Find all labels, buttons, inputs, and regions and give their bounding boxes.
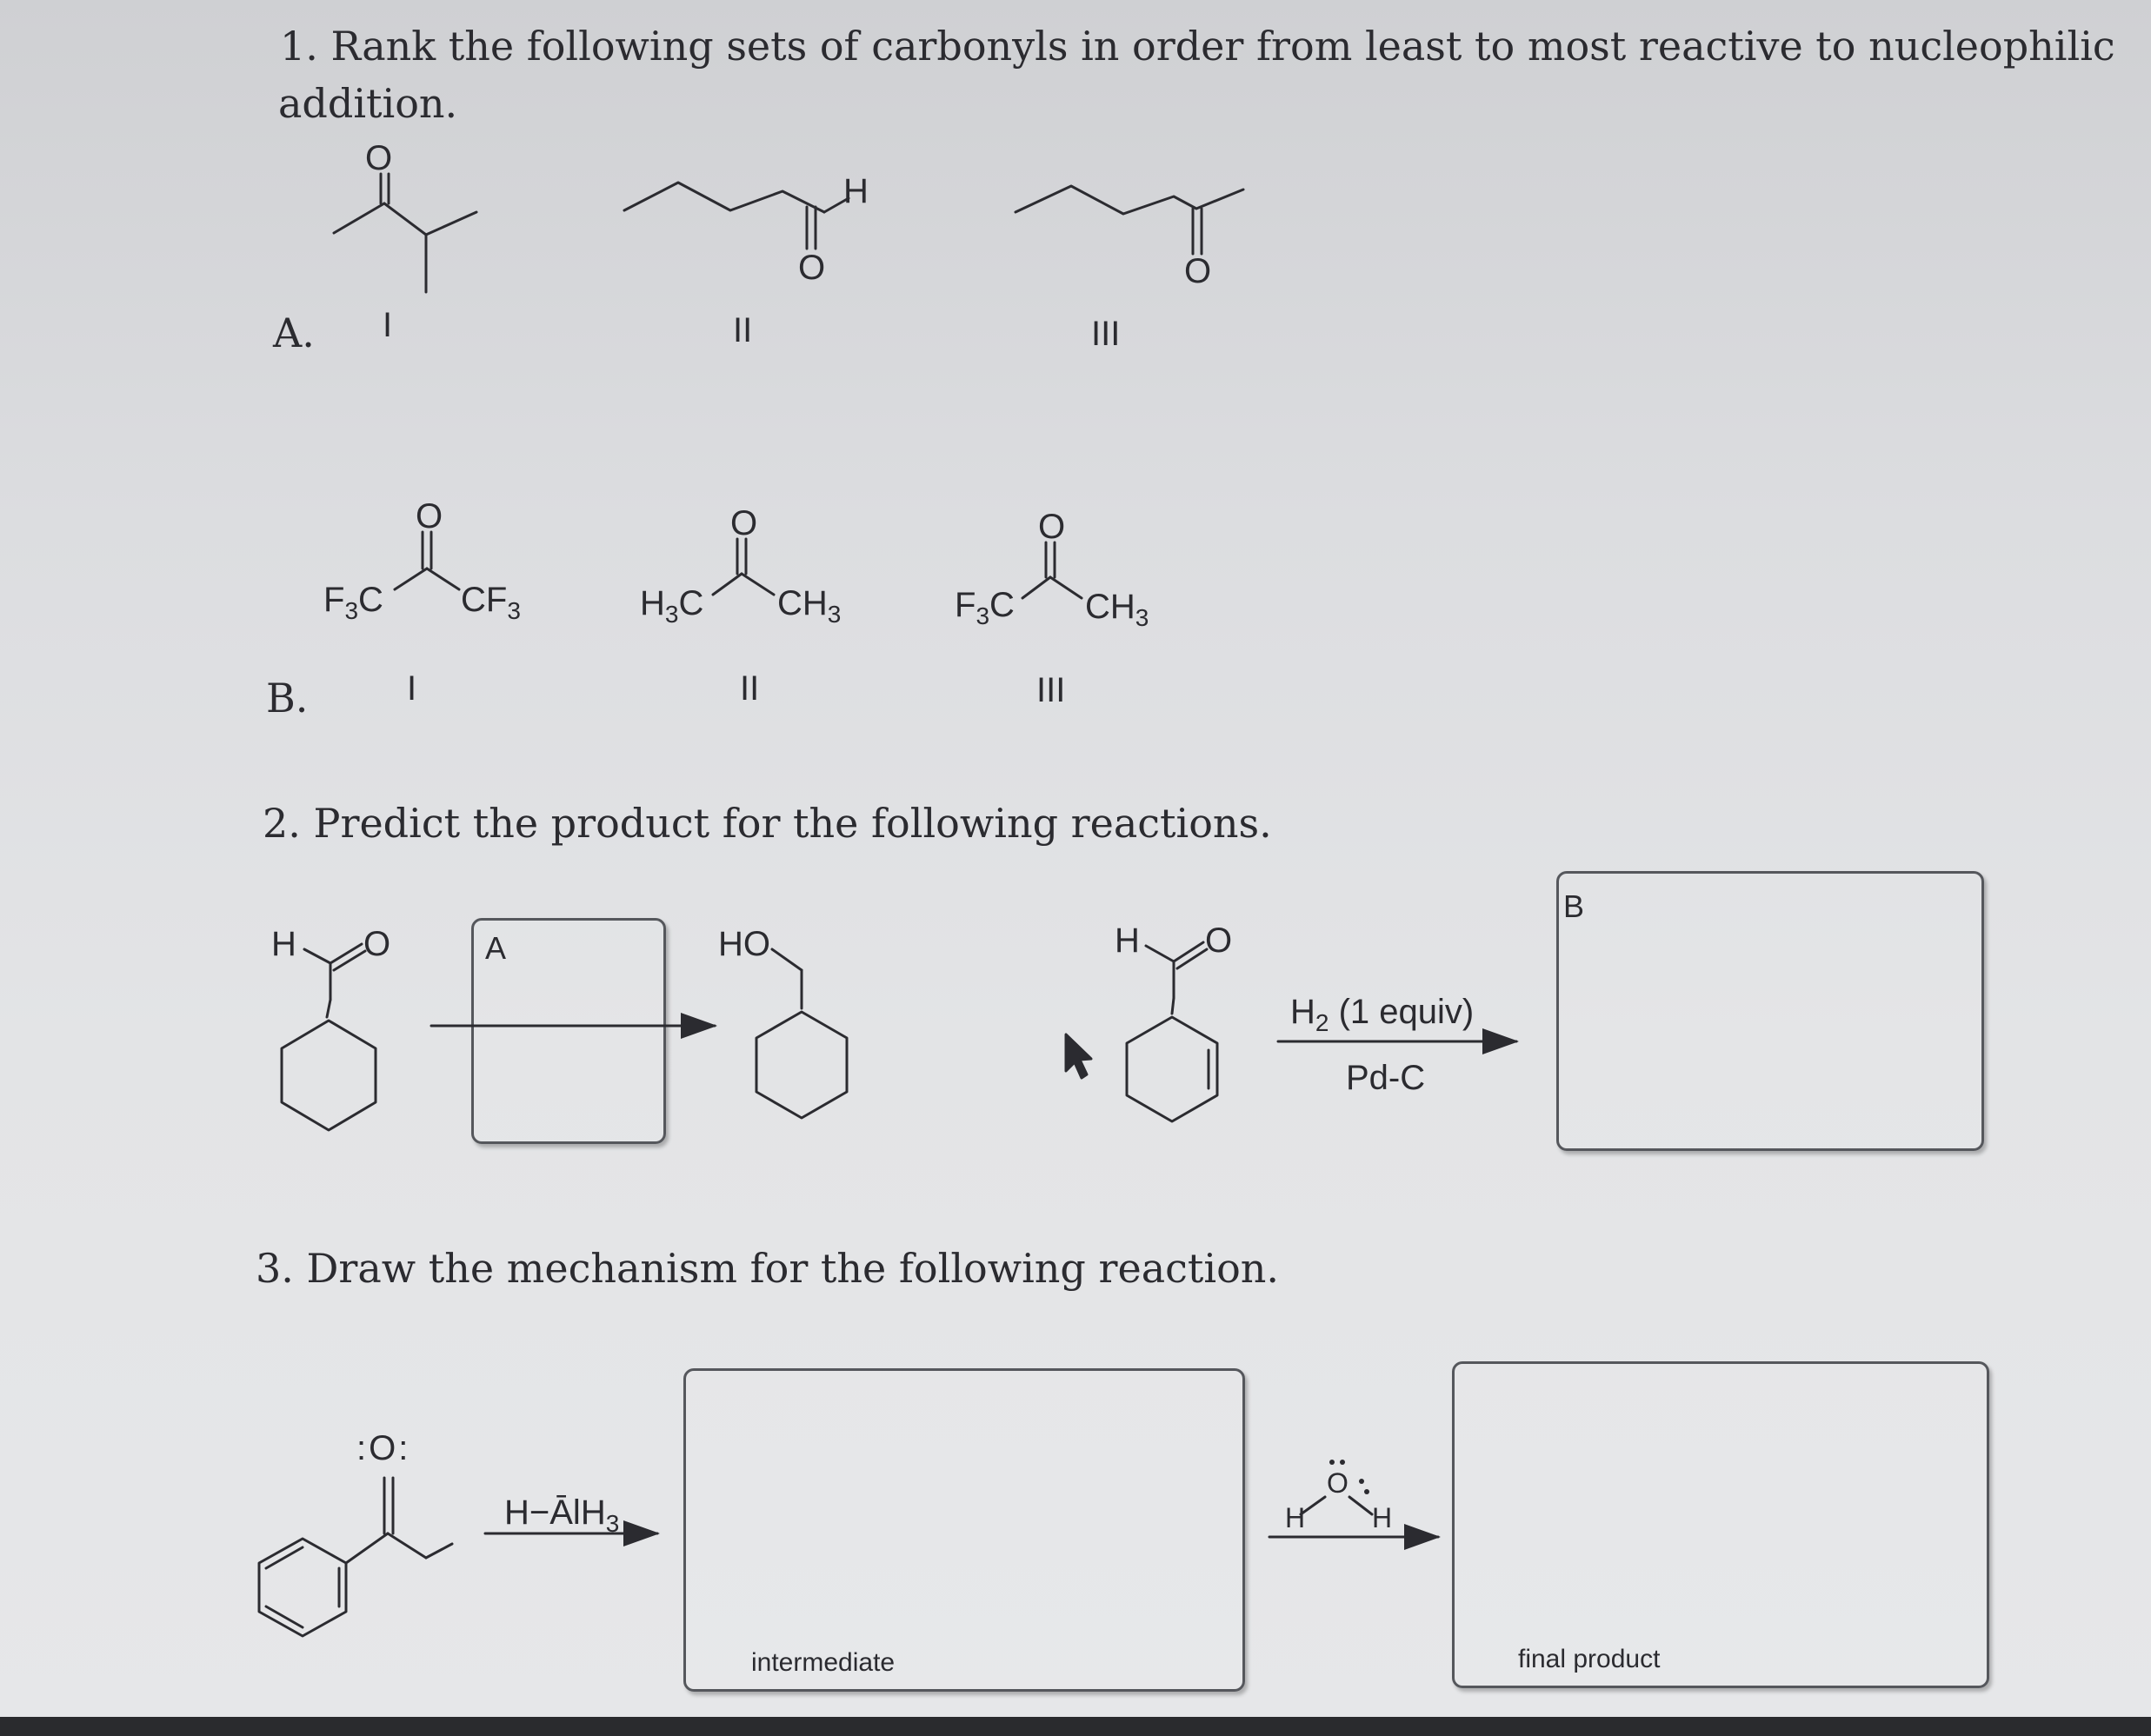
reagent-hydrogen: $H_2$ (1 equiv) bbox=[1290, 993, 1475, 1036]
set-a-label: A. bbox=[273, 309, 315, 356]
set-b-i-left-group: $F_3C$ bbox=[323, 581, 383, 624]
set-b-numeral-2: II bbox=[740, 669, 760, 708]
set-a-iii-structure bbox=[1016, 186, 1243, 254]
reagent-catalyst: Pd-C bbox=[1346, 1059, 1426, 1097]
set-a-i-structure bbox=[334, 174, 476, 292]
set-b-numeral-3: III bbox=[1036, 671, 1066, 709]
set-b-ii-left-group: $H_3C$ bbox=[640, 584, 704, 628]
set-b-i-right-group: $CF_3$ bbox=[461, 581, 521, 624]
set-a-i-oxygen: O bbox=[365, 139, 393, 177]
set-b-i-oxygen: O bbox=[416, 497, 443, 535]
mouse-cursor bbox=[1066, 1034, 1091, 1078]
set-b-numeral-1: I bbox=[407, 669, 417, 708]
set-b-iii-oxygen: O bbox=[1038, 508, 1066, 546]
q2-aldehyde-1-structure bbox=[282, 944, 376, 1130]
q2-aldehyde-2-hydrogen: H bbox=[1115, 921, 1140, 960]
set-a-ii-hydrogen: H bbox=[843, 172, 869, 210]
question-1-text-line2: addition. bbox=[278, 80, 458, 127]
final-product-label: final product bbox=[1518, 1645, 1661, 1673]
q3-ketone-structure bbox=[259, 1478, 452, 1636]
q2-aldehyde-2-structure bbox=[1127, 942, 1217, 1121]
water-hydrogen-right: H bbox=[1372, 1502, 1393, 1533]
q2-aldehyde-1-oxygen: O bbox=[363, 925, 391, 963]
q2-alcohol-ho: HO bbox=[718, 925, 770, 963]
water-bond-left bbox=[1301, 1497, 1325, 1514]
water-lone-pairs bbox=[1329, 1460, 1369, 1494]
set-a-numeral-2: II bbox=[733, 311, 753, 349]
water-hydrogen-left: H bbox=[1285, 1502, 1306, 1533]
q3-carbonyl-oxygen: :O: bbox=[356, 1429, 411, 1467]
set-b-ii-right-group: $CH_3$ bbox=[777, 584, 842, 628]
set-a-ii-oxygen: O bbox=[798, 249, 826, 287]
q2-aldehyde-2-oxygen: O bbox=[1205, 921, 1233, 960]
set-a-numeral-3: III bbox=[1091, 315, 1121, 353]
set-b-i-structure bbox=[395, 532, 459, 589]
set-a-iii-oxygen: O bbox=[1184, 252, 1212, 290]
q2-alcohol-structure bbox=[756, 949, 847, 1118]
answer-box-a-label: A bbox=[485, 930, 507, 966]
set-b-ii-oxygen: O bbox=[730, 504, 758, 542]
question-1-text: 1. Rank the following sets of carbonyls in order from least to most reactive to nucleophilic bbox=[280, 23, 2115, 70]
screen-bottom-edge bbox=[0, 1717, 2151, 1736]
set-b-iii-left-group: $F_3C$ bbox=[955, 586, 1015, 629]
set-b-iii-right-group: $CH_3$ bbox=[1085, 588, 1149, 631]
set-b-label: B. bbox=[266, 675, 309, 722]
water-bond-right bbox=[1349, 1497, 1372, 1514]
set-a-numeral-1: I bbox=[383, 306, 393, 344]
water-oxygen: O bbox=[1327, 1467, 1349, 1499]
hydride-reagent: H−ĀlH$_3$ bbox=[504, 1493, 620, 1537]
set-b-iii-structure bbox=[1022, 542, 1082, 598]
set-a-ii-structure bbox=[624, 183, 849, 249]
set-b-ii-structure bbox=[713, 539, 774, 595]
question-2-text: 2. Predict the product for the following reactions. bbox=[263, 800, 1272, 847]
answer-box-b-label: B bbox=[1563, 888, 1585, 924]
q2-aldehyde-1-hydrogen: H bbox=[271, 925, 296, 963]
intermediate-label: intermediate bbox=[751, 1648, 896, 1677]
question-3-text: 3. Draw the mechanism for the following reaction. bbox=[256, 1245, 1280, 1292]
